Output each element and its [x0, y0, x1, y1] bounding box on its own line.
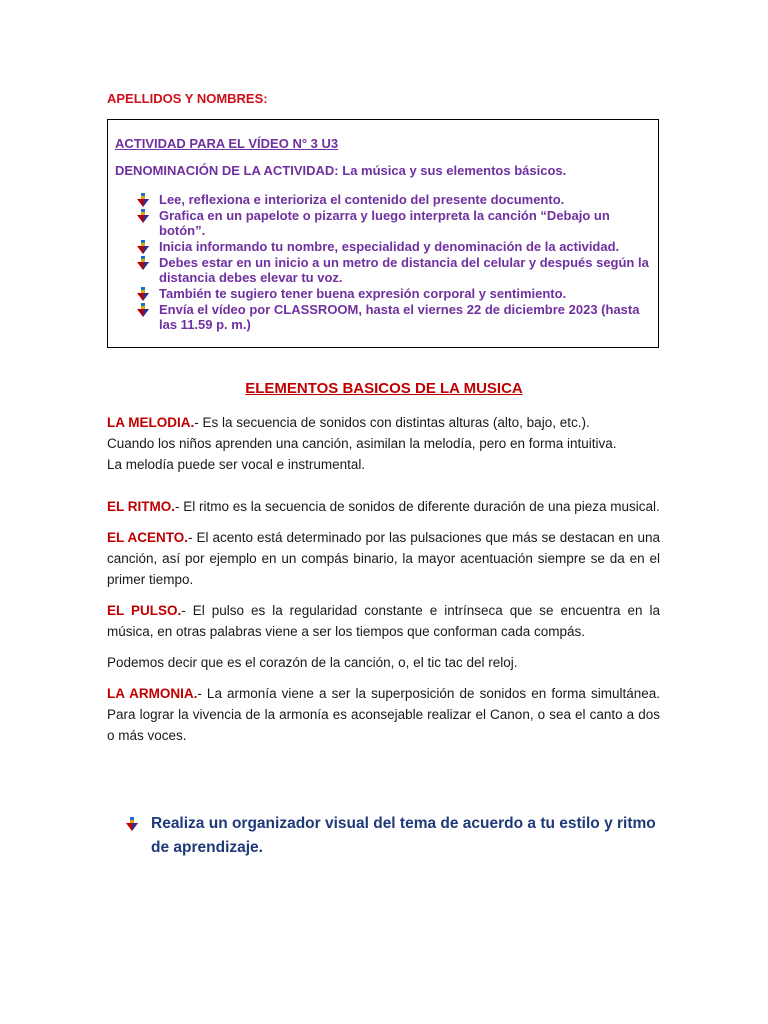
melodia-term: LA MELODIA.	[107, 415, 195, 430]
instruction-text: Inicia informando tu nombre, especialidad y denominación de la actividad.	[159, 239, 620, 254]
instruction-item	[137, 255, 650, 285]
down-arrow-icon	[137, 240, 149, 254]
pulso-text: - El pulso es la regularidad constante e intrínseca que se encuentra en la música, en otras palabras viene a ser los tiempos que conforman cada compás.	[107, 603, 660, 639]
activity-box	[107, 119, 659, 348]
final-task	[126, 812, 666, 860]
instruction-text: Envía el vídeo por CLASSROOM, hasta el viernes 22 de diciembre 2023 (hasta las 11.59 p. m.)	[159, 302, 640, 332]
pulso-term: EL PULSO.	[107, 603, 182, 618]
down-arrow-icon	[137, 303, 149, 317]
apellidos-label: APELLIDOS Y NOMBRES:	[107, 91, 268, 106]
instruction-item	[137, 192, 650, 207]
melodia-line-2: Cuando los niños aprenden una canción, asimilan la melodía, pero en forma intuitiva.	[107, 436, 617, 451]
final-task-text: Realiza un organizador visual del tema de acuerdo a tu estilo y ritmo de aprendizaje.	[151, 815, 656, 856]
down-arrow-icon	[137, 209, 149, 223]
melodia-line-3: La melodía puede ser vocal e instrumental.	[107, 457, 366, 472]
acento-text: - El acento está determinado por las pulsaciones que más se destacan en una canción, así por ejemplo en un compás binario, la mayor acentuación siempre se da en el primer tiempo.	[107, 530, 660, 587]
section-title: ELEMENTOS BASICOS DE LA MUSICA	[245, 380, 523, 397]
melodia-text: - Es la secuencia de sonidos con distintas alturas (alto, bajo, etc.).	[194, 415, 590, 430]
armonia-term: LA ARMONIA.	[107, 686, 198, 701]
acento-paragraph	[107, 527, 660, 590]
melodia-paragraph	[107, 412, 660, 433]
down-arrow-icon	[137, 287, 149, 301]
pulso-extra: Podemos decir que es el corazón de la canción, o, el tic tac del reloj.	[107, 655, 518, 670]
instruction-item	[137, 286, 650, 301]
instruction-text: También te sugiero tener buena expresión corporal y sentimiento.	[159, 286, 567, 301]
acento-term: EL ACENTO.	[107, 530, 188, 545]
down-arrow-icon	[137, 256, 149, 270]
armonia-paragraph	[107, 683, 660, 746]
down-arrow-icon	[137, 193, 149, 207]
ritmo-paragraph	[107, 496, 660, 517]
armonia-text: - La armonía viene a ser la superposición de sonidos en forma simultánea. Para lograr la vivencia de la armonía es aconsejable realizar el Canon, o sea el canto a dos o más voces.	[107, 686, 660, 743]
section-content	[107, 412, 660, 746]
ritmo-text: - El ritmo es la secuencia de sonidos de diferente duración de una pieza musical.	[175, 499, 660, 514]
instruction-item	[137, 239, 650, 254]
instruction-item	[137, 208, 650, 238]
instruction-text: Lee, reflexiona e interioriza el contenido del presente documento.	[159, 192, 565, 207]
instruction-item	[137, 302, 650, 332]
instruction-text: Grafica en un papelote o pizarra y luego interpreta la canción “Debajo un botón”.	[159, 208, 610, 238]
instruction-list	[115, 192, 650, 332]
instruction-text: Debes estar en un inicio a un metro de distancia del celular y después según la distancia debes elevar tu voz.	[159, 255, 649, 285]
ritmo-term: EL RITMO.	[107, 499, 176, 514]
pulso-paragraph	[107, 600, 660, 642]
down-arrow-icon	[126, 817, 138, 831]
activity-denomination: DENOMINACIÓN DE LA ACTIVIDAD: La música y sus elementos básicos.	[115, 163, 567, 178]
activity-title: ACTIVIDAD PARA EL VÍDEO N° 3 U3	[115, 136, 339, 151]
